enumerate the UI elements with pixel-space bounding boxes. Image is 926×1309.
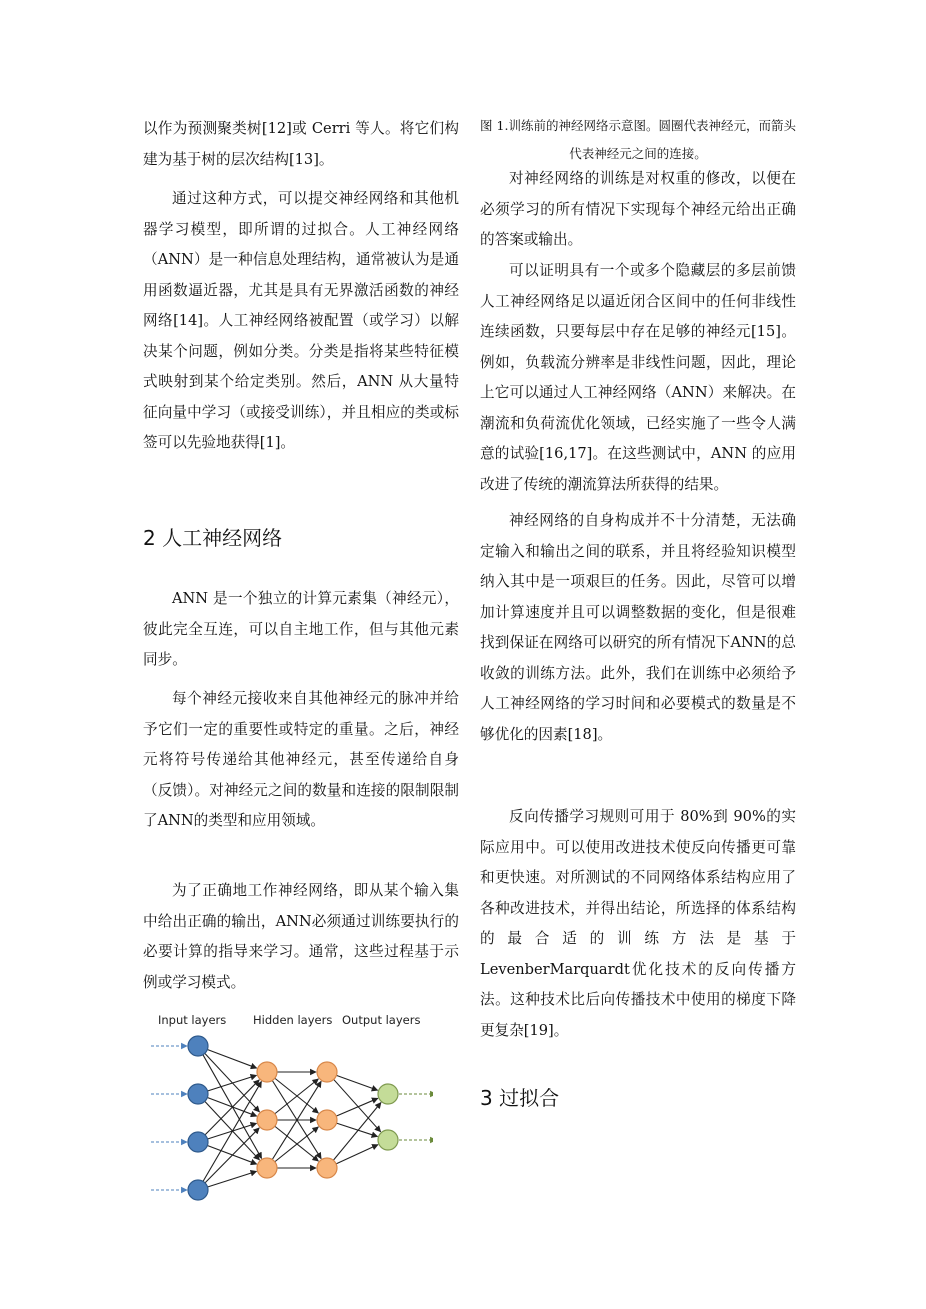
connection-arrow — [333, 1102, 381, 1160]
hidden-2-neuron — [317, 1158, 337, 1178]
hidden-1-neuron — [257, 1110, 277, 1130]
paragraph-right-2: 可以证明具有一个或多个隐藏层的多层前馈人工神经网络足以逼近闭合区间中的任何非线性连续函数，只要每层中存在足够的神经元[15]。例如，负载流分辨率是非线性问题，因此，理论上它可以通过人工神经网络（ANN）来解决。在潮流和负荷流优化领域，已经实施了一些令人满意的试验[16,17]。在这些测试中，ANN 的应用改进了传统的潮流算法所获得的结果。 — [480, 262, 796, 493]
paragraph-right-4: 反向传播学习规则可用于 80%到 90%的实际应用中。可以使用改进技术使反向传播更可靠和更快速。对所测试的不同网络体系结构应用了各种改进技术，并得出结论，所选择的体系结构的最合适的训练方法是基于LevenberMarquardt优化技术的反向传播方法。这种技术比后向传播技术中使用的梯度下降更复杂[19]。 — [480, 808, 796, 1039]
connection-arrow — [336, 1145, 378, 1164]
input-neuron — [188, 1132, 208, 1152]
output-neuron — [378, 1130, 398, 1150]
connection-arrow — [337, 1123, 378, 1136]
label-hidden-layers: Hidden layers — [253, 1013, 333, 1027]
connection-arrow — [208, 1075, 257, 1091]
connection-arrow — [208, 1171, 257, 1187]
neural-network-figure — [143, 1008, 433, 1208]
hidden-2-neuron — [317, 1110, 337, 1130]
figure-caption: 图 1.训练前的神经网络示意图。圆圈代表神经元，而箭头代表神经元之间的连接。 — [480, 118, 796, 161]
paragraph-right-1: 对神经网络的训练是对权重的修改，以便在必须学习的所有情况下实现每个神经元给出正确的答案或输出。 — [480, 170, 796, 248]
hidden-2-neuron — [317, 1062, 337, 1082]
hidden-1-neuron — [257, 1158, 277, 1178]
neural-network-diagram — [143, 1008, 433, 1208]
paragraph-left-2: 通过这种方式，可以提交神经网络和其他机器学习模型，即所谓的过拟合。人工神经网络（ANN）是一种信息处理结构，通常被认为是通用函数逼近器，尤其是具有无界激活函数的神经网络[14]。人工神经网络被配置（或学习）以解决某个问题，例如分类。分类是指将某些特征模式映射到某个给定类别。然后，ANN 从大量特征向量中学习（或接受训练），并且相应的类或标签可以先验地获得[1]。 — [143, 190, 459, 451]
label-output-layers: Output layers — [342, 1013, 421, 1027]
paragraph-right-3: 神经网络的自身构成并不十分清楚，无法确定输入和输出之间的联系，并且将经验知识模型纳入其中是一项艰巨的任务。因此，尽管可以增加计算速度并且可以调整数据的变化，但是很难找到保证在网络可以研究的所有情况下ANN的总收敛的训练方法。此外，我们在训练中必须给予人工神经网络的学习时间和必要模式的数量是不够优化的因素[18]。 — [480, 512, 796, 743]
connection-arrow — [205, 1128, 259, 1183]
input-neuron — [188, 1084, 208, 1104]
section-heading-3: 3 过拟合 — [480, 1086, 560, 1110]
connection-arrow — [336, 1075, 377, 1090]
connection-arrow — [207, 1050, 256, 1069]
hidden-1-neuron — [257, 1062, 277, 1082]
input-neuron — [188, 1036, 208, 1056]
section-heading-2: 2 人工神经网络 — [143, 526, 283, 550]
input-neuron — [188, 1180, 208, 1200]
paragraph-left-1: 以作为预测聚类树[12]或 Cerri 等人。将它们构建为基于树的层次结构[13]。 — [143, 120, 459, 168]
paragraph-left-5: 为了正确地工作神经网络，即从某个输入集中给出正确的输出，ANN必须通过训练要执行的必要计算的指导来学习。通常，这些过程基于示例或学习模式。 — [143, 882, 459, 991]
connection-arrow — [203, 1081, 261, 1181]
connection-arrow — [205, 1080, 259, 1135]
paragraph-left-3: ANN 是一个独立的计算元素集（神经元），彼此完全互连，可以自主地工作，但与其他元素同步。 — [143, 590, 459, 668]
output-neuron — [378, 1084, 398, 1104]
label-input-layers: Input layers — [158, 1013, 227, 1027]
paragraph-left-4: 每个神经元接收来自其他神经元的脉冲并给予它们一定的重要性或特定的重量。之后，神经元将符号传递给其他神经元，甚至传递给自身（反馈）。对神经元之间的数量和连接的限制限制了ANN的类型和应用领域。 — [143, 690, 459, 829]
